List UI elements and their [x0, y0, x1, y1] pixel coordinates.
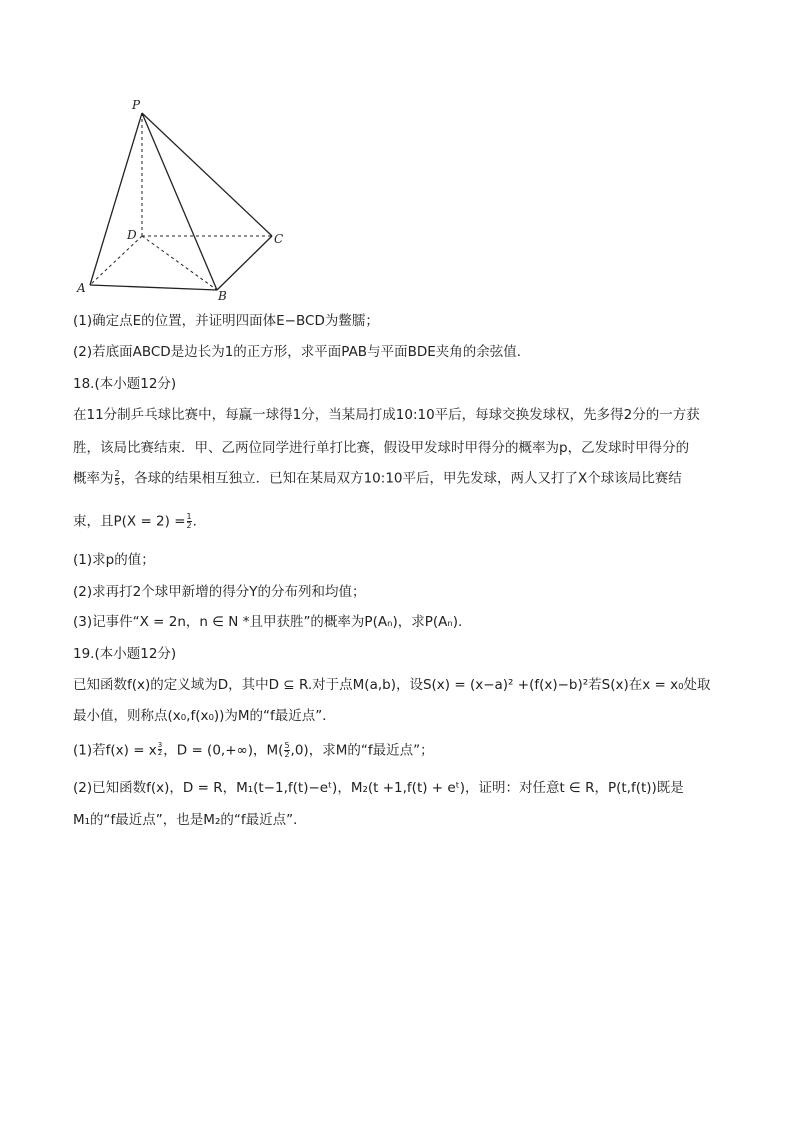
fraction-2-5	[115, 470, 120, 487]
label-B: B	[218, 289, 227, 303]
q19-part1-c: ,0)，求M的“f最近点”；	[290, 742, 434, 759]
pyramid-figure	[70, 95, 300, 305]
q19-part1	[73, 742, 434, 759]
q19-part2-line2: M₁的“f最近点”，也是M₂的“f最近点”．	[73, 812, 307, 828]
q18-para-line1: 在11分制乒乓球比赛中，每赢一球得1分，当某局打成10:10平后，每球交换发球权，先多得2分的一方获	[73, 407, 700, 423]
label-C: C	[274, 232, 284, 246]
exponent-3-2	[158, 742, 162, 757]
q18-part3: (3)记事件“X = 2n，n ∈ N *且甲获胜”的概率为P(Aₙ)，求P(Aₙ).	[73, 614, 463, 630]
fraction-5-2	[284, 742, 289, 759]
label-A: A	[77, 281, 86, 295]
q18-para-line2: 胜，该局比赛结束．甲、乙两位同学进行单打比赛，假设甲发球时甲得分的概率为p，乙发球时甲得分的	[73, 440, 690, 456]
q18-header: 18.(本小题12分)	[73, 376, 177, 392]
fraction-2-5-num: 2	[114, 469, 120, 478]
edge-PB	[142, 113, 217, 290]
edge-AB	[90, 285, 217, 290]
edge-BC	[217, 236, 272, 290]
q18-para-line3	[73, 470, 682, 487]
q18-para-line4	[73, 513, 197, 530]
q19-part1-b: ，D = (0,+∞)，M(	[163, 742, 284, 759]
fraction-1-2-den: 2	[186, 521, 192, 530]
q19-header: 19.(本小题12分)	[73, 646, 177, 662]
pyramid-diagram	[70, 95, 300, 305]
q18-para-line4-a: 束，且P(X = 2) =	[73, 513, 186, 530]
q19-part2-line1: (2)已知函数f(x)，D = R，M₁(t−1,f(t)−eᵗ)，M₂(t +1,f(t) + eᵗ)，证明：对任意t ∈ R，P(t,f(t))既是	[73, 780, 684, 796]
q19-para-line1: 已知函数f(x)的定义域为D，其中D ⊆ R.对于点M(a,b)，设S(x) = (x−a)² +(f(x)−b)²若S(x)在x = x₀处取	[73, 677, 711, 693]
exponent-3-2-den: 2	[157, 749, 163, 757]
fraction-5-2-num: 5	[284, 741, 290, 750]
fraction-1-2	[187, 513, 192, 530]
q19-part1-a: (1)若f(x) = x	[73, 742, 157, 759]
edge-PA	[90, 113, 142, 285]
edge-PC	[142, 113, 272, 236]
q17-part2: (2)若底面ABCD是边长为1的正方形，求平面PAB与平面BDE夹角的余弦值．	[73, 344, 531, 360]
fraction-5-2-den: 2	[284, 750, 290, 759]
q18-para-line3-a: 概率为	[73, 470, 114, 487]
exponent-3-2-num: 3	[157, 741, 163, 749]
fraction-2-5-den: 5	[114, 478, 120, 487]
fraction-1-2-num: 1	[186, 512, 192, 521]
label-P: P	[132, 98, 141, 112]
q17-part1: (1)确定点E的位置，并证明四面体E−BCD为鳖臑；	[73, 313, 379, 329]
q18-part1: (1)求p的值；	[73, 552, 155, 568]
q18-para-line4-b: .	[192, 513, 197, 530]
q18-part2: (2)求再打2个球甲新增的得分Y的分布列和均值；	[73, 584, 366, 600]
q18-para-line3-b: ，各球的结果相互独立．已知在某局双方10:10平后，甲先发球，两人又打了X个球该局比赛结	[120, 470, 682, 487]
q19-para-line2: 最小值，则称点(x₀,f(x₀))为M的“f最近点”．	[73, 708, 336, 724]
label-D: D	[127, 228, 137, 242]
